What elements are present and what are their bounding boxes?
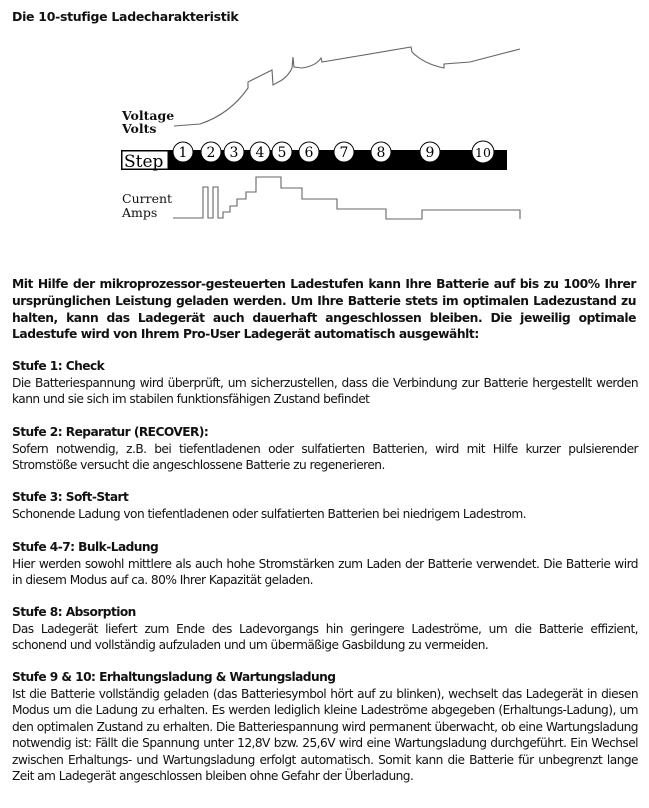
- svg-text:1: 1: [178, 145, 188, 161]
- step-marker-5: [272, 142, 292, 162]
- current-curve: [173, 177, 520, 219]
- section-stufe-9-10: [12, 669, 638, 785]
- section-stufe-3: [12, 489, 638, 522]
- section-body: Hier werden sowohl mittlere als auch hohe Stromstärken zum Laden der Batterie verwendet. Die Batterie wird in diesem Modus auf ca. 80% Ihrer Kapazität geladen.: [12, 556, 638, 587]
- section-stufe-4-7: [12, 539, 638, 589]
- section-stufe-8: [12, 604, 638, 654]
- section-body: Schonende Ladung von tiefentladenen oder sulfatierten Batterien bei niedrigem Ladestrom.: [12, 506, 526, 521]
- step-marker-2: [201, 142, 221, 162]
- step-marker-6: [299, 142, 319, 162]
- section-heading: Stufe 4-7: Bulk-Ladung: [12, 540, 159, 554]
- section-heading: Stufe 2: Reparatur (RECOVER):: [12, 425, 209, 439]
- step-marker-3: [224, 142, 244, 162]
- step-marker-8: [371, 142, 391, 162]
- svg-text:6: 6: [304, 145, 314, 161]
- section-body: Ist die Batterie vollständig geladen (das Batteriesymbol hört auf zu blinken), wechselt das Ladegerät in diesen Modus um die Ladung zu erhalten. Es werden lediglich kleine Ladeströme abgegeben (Erhaltungs-Ladung), um den optimalen Zustand zu erhalten. Die Batteriespannung wird permanent überwacht, ob eine Wartungsladung notwendig ist: Fällt die Spannung unter 12,8V bzw. 25,6V wird eine Wartungsladung durchgeführt. Ein Wechsel zwischen Erhaltungs- und Wartungsladung erfolgt automatisch. Somit kann die Batterie für unbegrenzt lange Zeit am Ladegerät angeschlossen bleiben ohne Gefahr der Überladung.: [12, 686, 638, 783]
- svg-text:4: 4: [255, 145, 265, 161]
- charge-characteristic-diagram: [0, 0, 649, 240]
- volts-label: Volts: [122, 121, 157, 136]
- svg-text:7: 7: [339, 145, 349, 161]
- section-heading: Stufe 1: Check: [12, 359, 105, 373]
- section-body: Das Ladegerät liefert zum Ende des Ladevorgangs hin geringere Ladeströme, um die Batterie effizient, schonend und vollständig aufzuladen und um übermäßige Gasbildung zu vermeiden.: [12, 621, 638, 652]
- current-label: Current: [122, 191, 173, 206]
- step-marker-4: [250, 142, 270, 162]
- svg-text:5: 5: [277, 145, 287, 161]
- svg-text:10: 10: [475, 145, 491, 160]
- step-marker-7: [334, 142, 354, 162]
- svg-text:9: 9: [425, 145, 435, 161]
- section-heading: Stufe 3: Soft-Start: [12, 490, 129, 504]
- amps-label: Amps: [122, 205, 158, 220]
- step-marker-1: [173, 142, 193, 162]
- svg-text:8: 8: [376, 145, 386, 161]
- voltage-label: Voltage: [122, 108, 175, 123]
- section-body: Die Batteriespannung wird überprüft, um sicherzustellen, dass die Verbindung zur Batterie hergestellt werden kann und sie sich im stabilen funktionsfähigen Zustand befindet: [12, 375, 638, 406]
- voltage-curve: [174, 47, 520, 126]
- svg-text:2: 2: [206, 145, 216, 161]
- intro-paragraph: Mit Hilfe der mikroprozessor-gesteuerten Ladestufen kann Ihre Batterie auf bis zu 100% Ihrer ursprünglichen Leistung geladen werden. Um Ihre Batterie stets im optimalen Ladezustand zu halten, kann das Ladegerät auch dauerhaft angeschlossen bleiben. Die jeweilig optimale Ladestufe wird von Ihrem Pro-User Ladegerät automatisch ausgewählt:: [12, 277, 636, 342]
- step-marker-10: [472, 141, 494, 163]
- section-heading: Stufe 9 & 10: Erhaltungsladung & Wartungsladung: [12, 670, 336, 684]
- section-heading: Stufe 8: Absorption: [12, 605, 136, 619]
- section-stufe-1: [12, 358, 638, 408]
- page-title: Die 10-stufige Ladecharakteristik: [12, 9, 239, 24]
- section-body: Sofern notwendig, z.B. bei tiefentladenen oder sulfatierten Batterien, wird mit Hilfe kurzer pulsierender Stromstöße versucht die angeschlossene Batterie zu regenerieren.: [12, 441, 638, 472]
- step-label: Step: [124, 152, 164, 172]
- svg-text:3: 3: [229, 145, 239, 161]
- step-marker-9: [420, 142, 440, 162]
- section-stufe-2: [12, 424, 638, 474]
